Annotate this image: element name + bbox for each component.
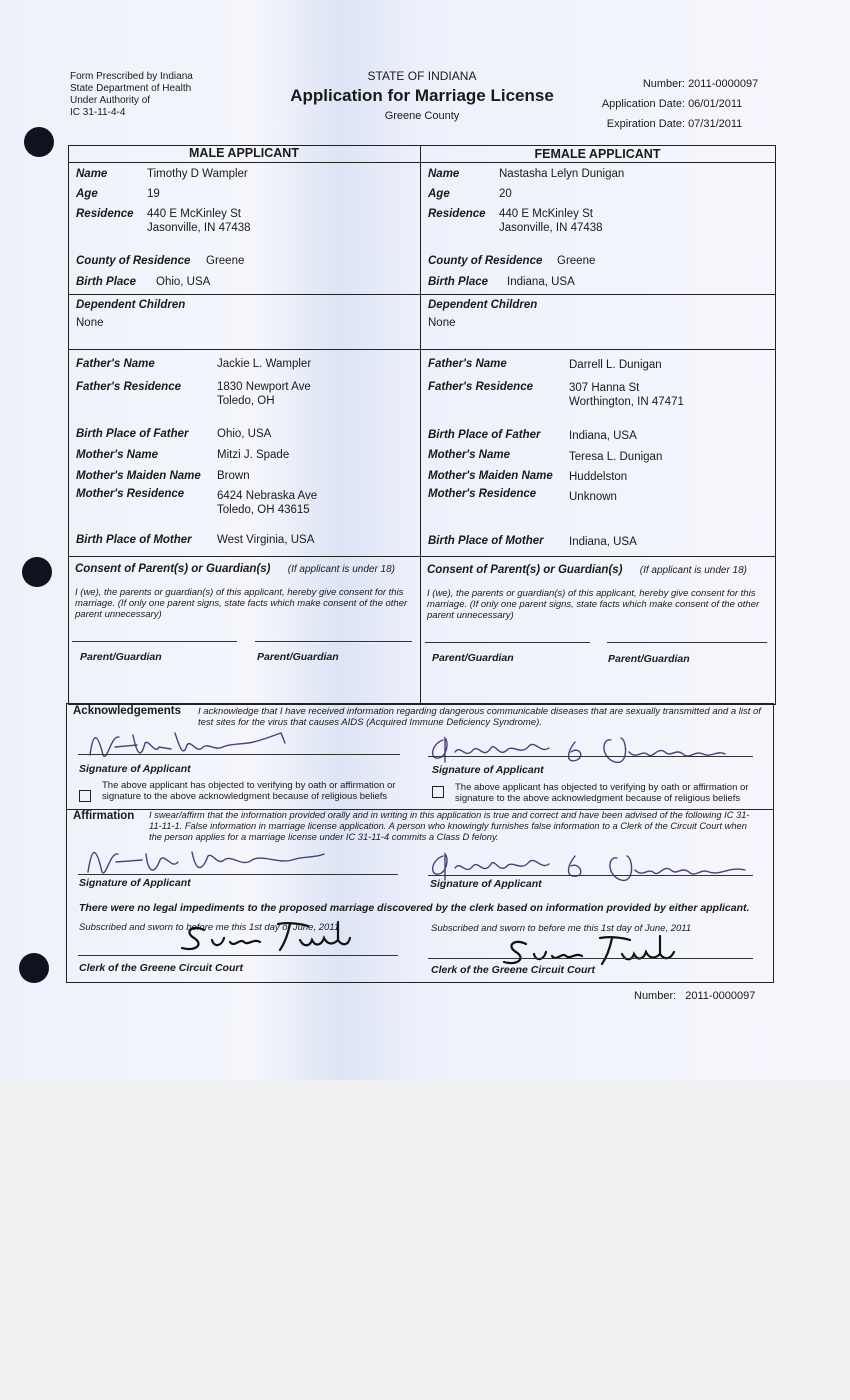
male-father-res-line: 1830 Newport Ave bbox=[217, 381, 311, 393]
religious-objection-checkbox[interactable] bbox=[79, 790, 91, 802]
male-mother-name-label: Mother's Name bbox=[76, 449, 158, 461]
male-mother-birth-label: Birth Place of Mother bbox=[76, 534, 192, 546]
male-consent-text: I (we), the parents or guardian(s) of this applicant, hereby give consent for this marriage. (If only one parent signs, state facts which make consent of the other parent unnecessary) bbox=[75, 587, 408, 620]
male-father-res-line: Toledo, OH bbox=[217, 395, 275, 407]
form-authority bbox=[70, 71, 193, 119]
parent-guardian-label: Parent/Guardian bbox=[257, 651, 339, 663]
state-name: STATE OF INDIANA bbox=[367, 69, 477, 83]
county-name: Greene County bbox=[384, 110, 460, 122]
female-name: Nastasha Lelyn Dunigan bbox=[499, 168, 625, 180]
signature-label: Signature of Applicant bbox=[79, 877, 191, 889]
female-mother-res-label: Mother's Residence bbox=[428, 488, 537, 500]
affirmation-text: I swear/affirm that the information provided orally and in writing in this application is true and correct and have been advised of the following IC 31-11-11-1. False information in marriage license application. A person who knowingly furnishes false information to a Clerk of the Circuit Court when the person applies for a marriage license under IC 31-11-4 commits a Class D felony. bbox=[149, 810, 750, 842]
form-authority-line: Form Prescribed by Indiana bbox=[70, 71, 193, 82]
male-heading: MALE APPLICANT bbox=[189, 146, 299, 160]
female-father-name-label: Father's Name bbox=[428, 358, 507, 370]
row-divider bbox=[68, 556, 775, 557]
female-mother-res: Unknown bbox=[569, 491, 617, 503]
signature-line bbox=[428, 756, 753, 757]
female-birthplace: Indiana, USA bbox=[507, 276, 575, 288]
male-mother-res-line: 6424 Nebraska Ave bbox=[217, 490, 318, 502]
clerk-signature bbox=[500, 932, 680, 968]
female-age: 20 bbox=[499, 188, 512, 200]
female-father-res-label: Father's Residence bbox=[428, 381, 533, 393]
female-name-label: Name bbox=[428, 168, 460, 180]
binder-hole bbox=[24, 127, 54, 157]
male-name: Timothy D Wampler bbox=[147, 168, 248, 180]
parent-guardian-label: Parent/Guardian bbox=[608, 653, 690, 665]
male-mother-maiden: Brown bbox=[217, 470, 250, 482]
clerk-signature-line bbox=[78, 955, 398, 956]
female-residence bbox=[499, 207, 603, 235]
female-father-name: Darrell L. Dunigan bbox=[569, 359, 662, 371]
parent-guardian-label: Parent/Guardian bbox=[432, 652, 514, 664]
female-county-label: County of Residence bbox=[428, 255, 543, 267]
male-county: Greene bbox=[206, 255, 245, 267]
female-county: Greene bbox=[557, 255, 596, 267]
signature-line bbox=[78, 874, 398, 875]
male-father-name: Jackie L. Wampler bbox=[217, 358, 312, 370]
male-consent-title bbox=[75, 563, 395, 575]
form-authority-line: State Department of Health bbox=[70, 83, 192, 94]
consent-note: (If applicant is under 18) bbox=[287, 564, 396, 575]
male-dependents-label: Dependent Children bbox=[76, 299, 186, 311]
exp-date-value: 07/31/2011 bbox=[688, 118, 743, 130]
male-mother-maiden-label: Mother's Maiden Name bbox=[76, 470, 201, 482]
female-father-res-line: 307 Hanna St bbox=[569, 382, 640, 394]
male-mother-res bbox=[217, 489, 317, 517]
female-mother-name-label: Mother's Name bbox=[428, 449, 510, 461]
objection-text: The above applicant has objected to verifying by oath or affirmation or signature to the above acknowledgment because of religious beliefs bbox=[102, 780, 396, 802]
male-birthplace-label: Birth Place bbox=[76, 276, 137, 288]
female-residence-label: Residence bbox=[428, 208, 486, 220]
female-heading: FEMALE APPLICANT bbox=[534, 147, 661, 161]
impediments-statement: There were no legal impediments to the proposed marriage discovered by the clerk based on information provided by either applicant. bbox=[79, 902, 750, 914]
row-divider bbox=[68, 349, 775, 350]
male-name-label: Name bbox=[76, 168, 108, 180]
clerk-label: Clerk of the Greene Circuit Court bbox=[431, 964, 595, 976]
male-father-res bbox=[217, 380, 311, 408]
binder-hole bbox=[19, 953, 49, 983]
row-divider bbox=[68, 162, 775, 163]
male-father-birth-label: Birth Place of Father bbox=[76, 428, 189, 440]
signature-label: Signature of Applicant bbox=[430, 878, 542, 890]
female-dependents: None bbox=[428, 317, 456, 329]
female-mother-birth-label: Birth Place of Mother bbox=[428, 535, 544, 547]
column-divider bbox=[420, 145, 421, 703]
male-residence bbox=[147, 207, 251, 235]
consent-title: Consent of Parent(s) or Guardian(s) bbox=[427, 564, 623, 576]
male-dependents: None bbox=[76, 317, 104, 329]
male-residence-line: Jasonville, IN 47438 bbox=[147, 222, 251, 234]
male-father-name-label: Father's Name bbox=[76, 358, 155, 370]
male-residence-line: 440 E McKinley St bbox=[147, 208, 241, 220]
female-consent-text: I (we), the parents or guardian(s) of this applicant, hereby give consent for this marriage. (If only one parent signs, state facts which make consent of the other parent unnecessary) bbox=[427, 588, 760, 621]
form-authority-line: Under Authority of bbox=[70, 95, 151, 106]
female-father-birth-label: Birth Place of Father bbox=[428, 429, 541, 441]
female-father-birth: Indiana, USA bbox=[569, 430, 637, 442]
male-birthplace: Ohio, USA bbox=[156, 276, 211, 288]
clerk-signature bbox=[178, 918, 353, 954]
signature-label: Signature of Applicant bbox=[432, 764, 544, 776]
female-age-label: Age bbox=[428, 188, 450, 200]
male-age: 19 bbox=[147, 188, 160, 200]
religious-objection-checkbox[interactable] bbox=[432, 786, 444, 798]
signature-line bbox=[78, 754, 400, 755]
consent-title: Consent of Parent(s) or Guardian(s) bbox=[75, 563, 271, 575]
female-mother-maiden-label: Mother's Maiden Name bbox=[428, 470, 553, 482]
female-birthplace-label: Birth Place bbox=[428, 276, 489, 288]
female-mother-birth: Indiana, USA bbox=[569, 536, 637, 548]
male-mother-name: Mitzi J. Spade bbox=[217, 449, 290, 461]
female-consent-title bbox=[427, 564, 747, 576]
exp-date-label: Expiration Date: bbox=[606, 118, 685, 130]
male-affirmation-signature bbox=[82, 842, 332, 882]
number-value: 2011-0000097 bbox=[688, 78, 759, 90]
parent-signature-line bbox=[255, 641, 412, 642]
header-meta bbox=[590, 74, 760, 134]
affirmation-title: Affirmation bbox=[73, 810, 135, 822]
male-mother-res-line: Toledo, OH 43615 bbox=[217, 504, 310, 516]
male-age-label: Age bbox=[76, 188, 98, 200]
male-county-label: County of Residence bbox=[76, 255, 191, 267]
page-title: Application for Marriage License bbox=[290, 86, 554, 105]
header-center bbox=[280, 69, 564, 122]
parent-guardian-label: Parent/Guardian bbox=[80, 651, 162, 663]
female-residence-line: 440 E McKinley St bbox=[499, 208, 593, 220]
app-date-label: Application Date: bbox=[601, 98, 685, 110]
parent-signature-line bbox=[425, 642, 590, 643]
male-father-res-label: Father's Residence bbox=[76, 381, 181, 393]
signature-line bbox=[428, 875, 753, 876]
form-authority-line: IC 31-11-4-4 bbox=[70, 107, 126, 118]
footer-number-label: Number: bbox=[634, 990, 677, 1002]
female-dependents-label: Dependent Children bbox=[428, 299, 538, 311]
female-father-res-line: Worthington, IN 47471 bbox=[569, 396, 684, 408]
male-mother-birth: West Virginia, USA bbox=[217, 534, 315, 546]
acknowledgements-text: I acknowledge that I have received information regarding dangerous communicable diseases that are sexually transmitted and a list of test sites for the virus that causes AIDS (Acquired Immune Deficiency Syndrome). bbox=[198, 706, 761, 728]
male-mother-res-label: Mother's Residence bbox=[76, 488, 185, 500]
footer-number bbox=[634, 990, 755, 1002]
male-residence-label: Residence bbox=[76, 208, 134, 220]
female-mother-maiden: Huddelston bbox=[569, 471, 628, 483]
binder-hole bbox=[22, 557, 52, 587]
objection-text: The above applicant has objected to verifying by oath or affirmation or signature to the above acknowledgment because of religious beliefs bbox=[455, 782, 749, 804]
subscribed-statement: Subscribed and sworn to before me this 1st day of June, 2011 bbox=[79, 922, 340, 933]
parent-signature-line bbox=[607, 642, 767, 643]
acknowledgements-title: Acknowledgements bbox=[73, 705, 181, 717]
clerk-label: Clerk of the Greene Circuit Court bbox=[79, 962, 243, 974]
female-father-res bbox=[569, 381, 684, 409]
consent-note: (If applicant is under 18) bbox=[639, 565, 748, 576]
clerk-signature-line bbox=[428, 958, 753, 959]
number-label: Number: bbox=[642, 78, 685, 90]
female-residence-line: Jasonville, IN 47438 bbox=[499, 222, 603, 234]
subscribed-statement: Subscribed and sworn to before me this 1st day of June, 2011 bbox=[431, 923, 692, 934]
app-date-value: 06/01/2011 bbox=[688, 98, 743, 110]
male-father-birth: Ohio, USA bbox=[217, 428, 272, 440]
signature-label: Signature of Applicant bbox=[79, 763, 191, 775]
footer-number-value: 2011-0000097 bbox=[685, 990, 756, 1002]
female-mother-name: Teresa L. Dunigan bbox=[569, 451, 663, 463]
row-divider bbox=[68, 294, 775, 295]
parent-signature-line bbox=[72, 641, 237, 642]
